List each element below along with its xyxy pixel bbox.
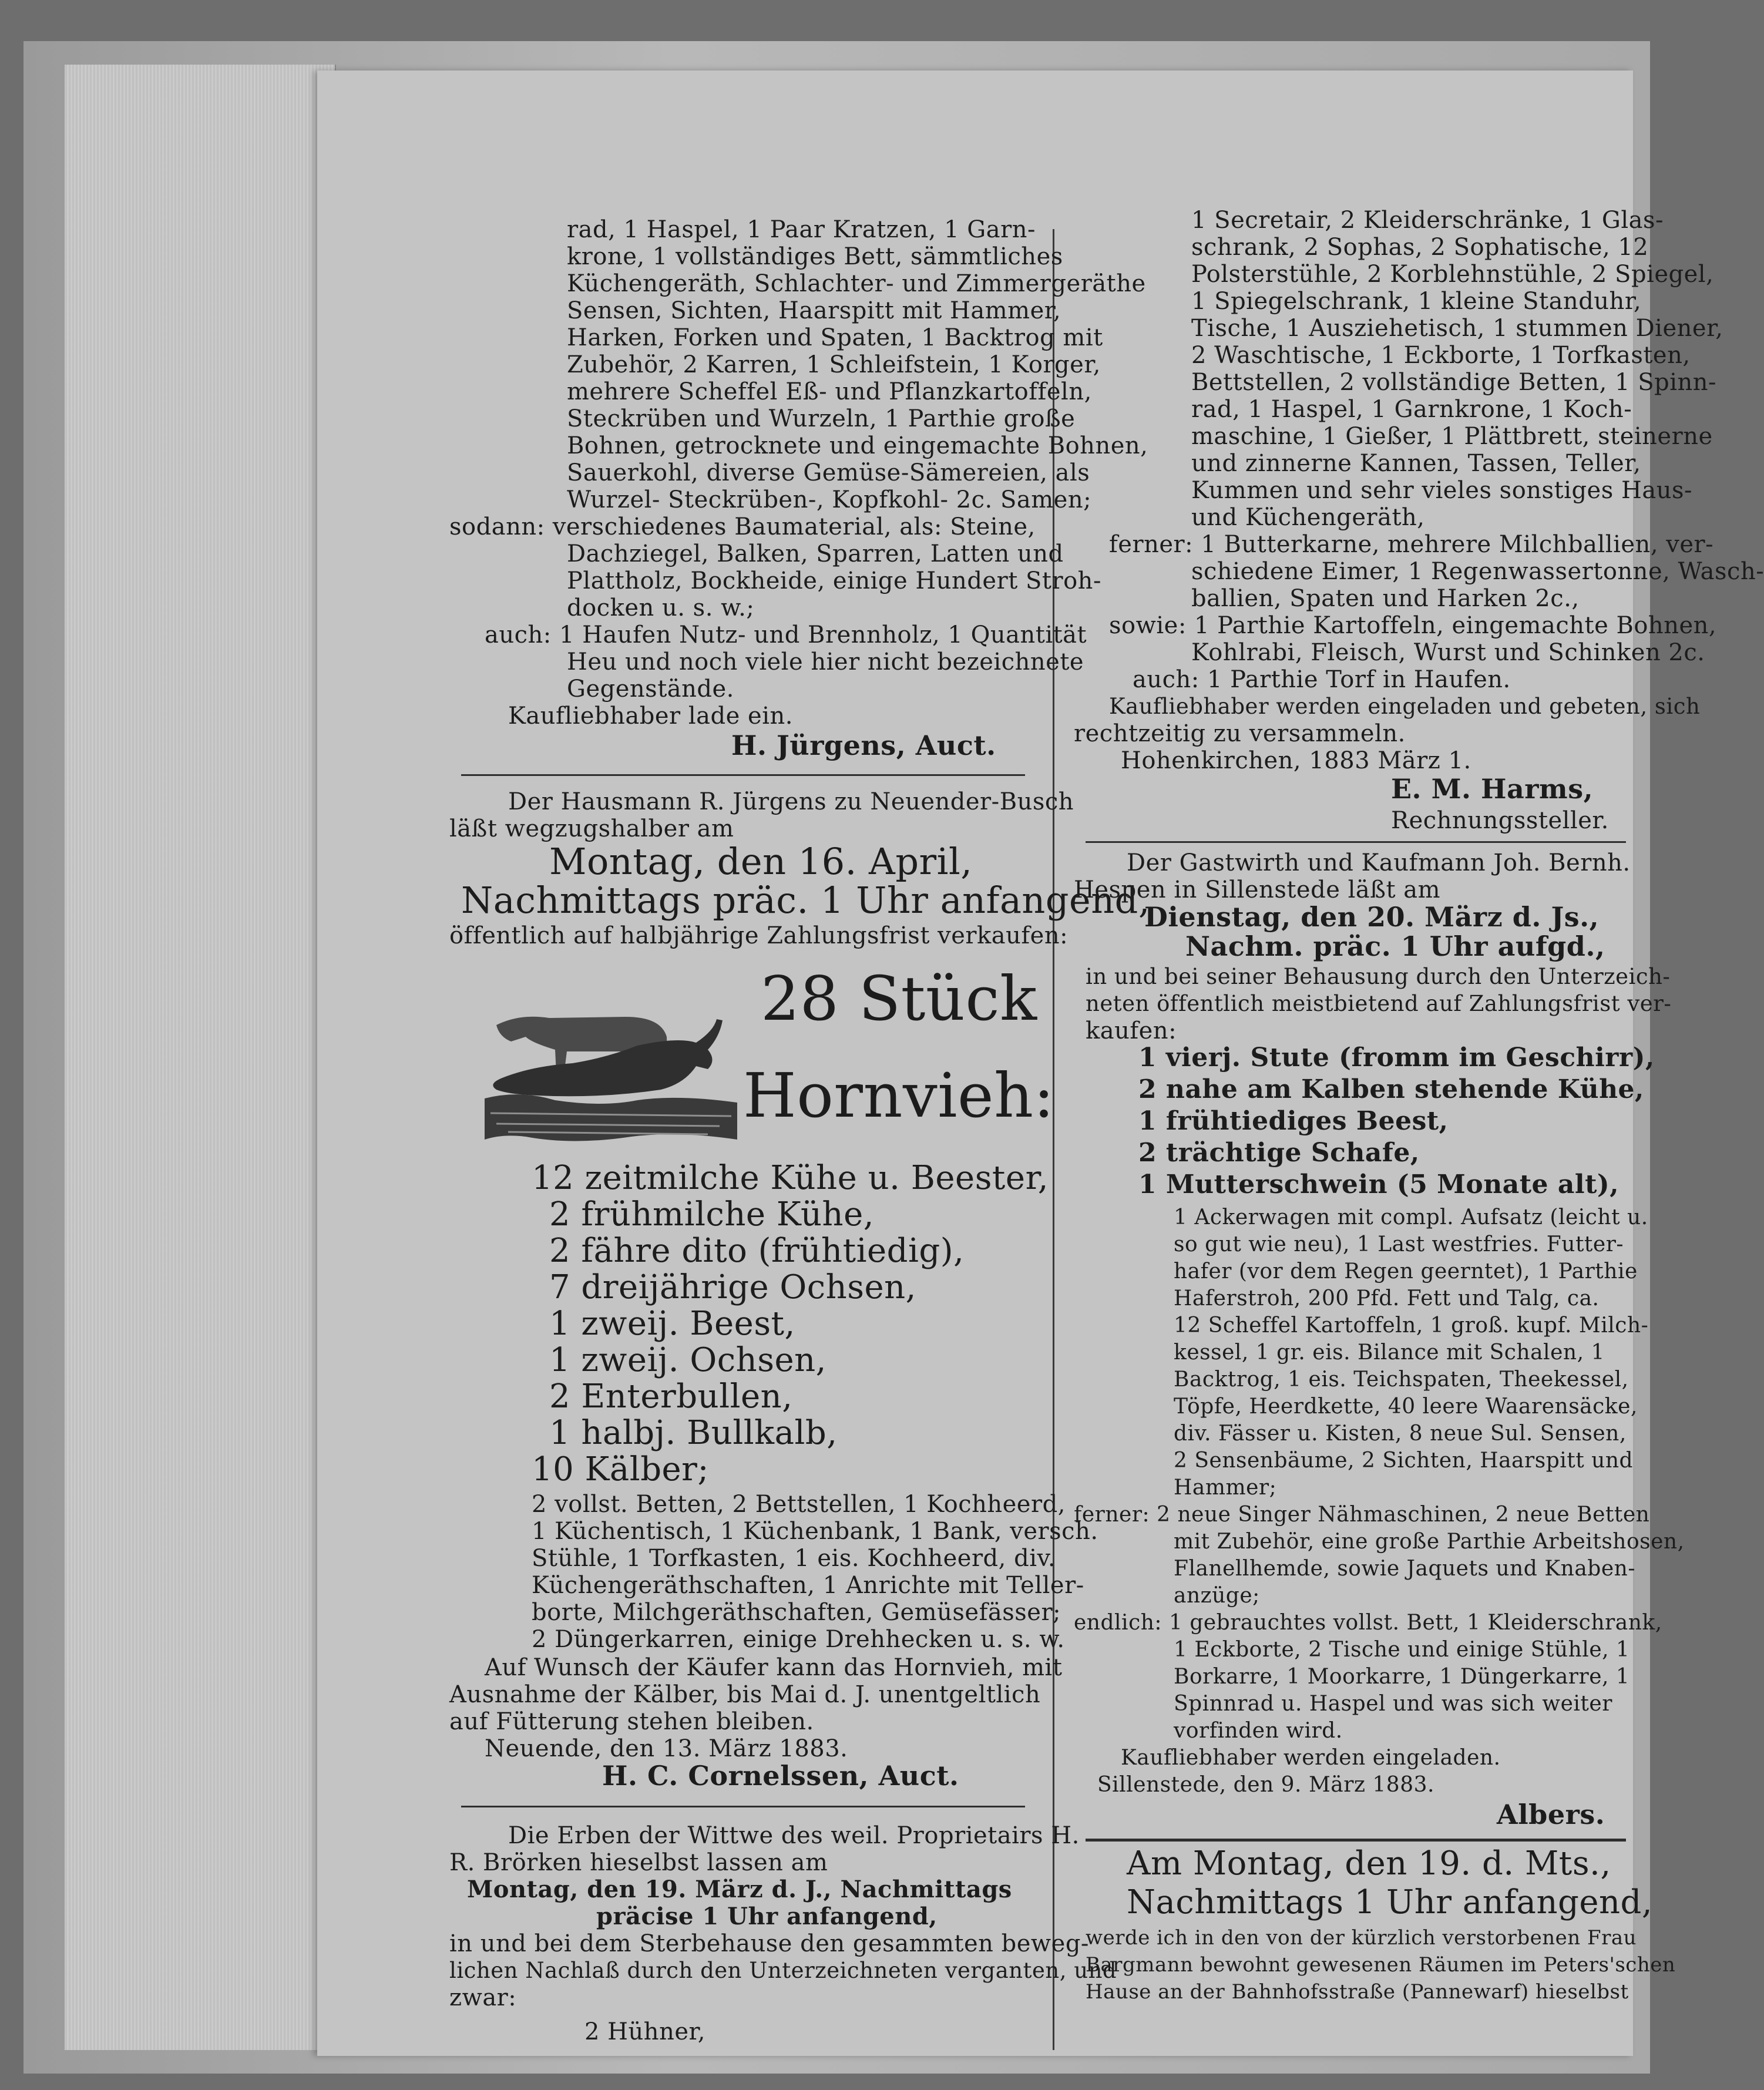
- text-line: Flanellhemde, sowie Jaquets und Knaben-: [1174, 1557, 1635, 1581]
- livestock-item: 2 trächtige Schafe,: [1138, 1138, 1420, 1168]
- livestock-item: 2 nahe am Kalben stehende Kühe,: [1138, 1074, 1644, 1104]
- text-line: Tische, 1 Ausziehetisch, 1 stummen Diener,: [1191, 315, 1723, 342]
- text-line: werde ich in den von der kürzlich verstorbenen Frau: [1086, 1926, 1637, 1950]
- text-line: Kaufliebhaber lade ein.: [508, 703, 793, 730]
- text-line: Küchengeräth, Schlachter- und Zimmergeräthe: [567, 270, 1146, 297]
- text-line: kaufen:: [1086, 1017, 1177, 1044]
- text-line: Kaufliebhaber werden eingeladen und gebeten, sich: [1109, 694, 1701, 719]
- text-line: 2 Waschtische, 1 Eckborte, 1 Torfkasten,: [1191, 342, 1691, 369]
- separator-rule: [1086, 841, 1626, 843]
- text-line: Hammer;: [1174, 1476, 1277, 1500]
- text-line: Bettstellen, 2 vollständige Betten, 1 Spinn-: [1191, 369, 1717, 396]
- signature-title: Rechnungssteller.: [1391, 807, 1609, 834]
- newspaper-page: [317, 70, 1764, 2056]
- heading-28-stueck: 28 Stück: [761, 963, 1037, 1034]
- text-line: hafer (vor dem Regen geerntet), 1 Parthie: [1174, 1259, 1638, 1283]
- text-line: kessel, 1 gr. eis. Bilance mit Schalen, 1: [1174, 1340, 1605, 1365]
- livestock-item: 10 Kälber;: [532, 1450, 709, 1488]
- text-line: Dachziegel, Balken, Sparren, Latten und: [567, 540, 1064, 567]
- text-line: Stühle, 1 Torfkasten, 1 eis. Kochheerd, div.: [532, 1545, 1056, 1572]
- text-line: 1 Ackerwagen mit compl. Aufsatz (leicht u.: [1174, 1205, 1648, 1229]
- text-line: Heu und noch viele hier nicht bezeichnete: [567, 648, 1084, 676]
- text-line: Bargmann bewohnt gewesenen Räumen im Peters'schen: [1086, 1953, 1676, 1977]
- text-line: läßt wegzugshalber am: [449, 815, 734, 842]
- auction-time: präcise 1 Uhr anfangend,: [596, 1903, 938, 1930]
- text-line: 2 Düngerkarren, einige Drehhecken u. s. w.: [532, 1626, 1065, 1653]
- text-line: in und bei seiner Behausung durch den Unterzeich-: [1086, 964, 1671, 989]
- separator-rule: [461, 774, 1025, 776]
- separator-rule: [1086, 1839, 1626, 1842]
- livestock-item: 2 Enterbullen,: [549, 1377, 793, 1416]
- livestock-item: 2 frühmilche Kühe,: [549, 1195, 875, 1234]
- text-line: in und bei dem Sterbehause den gesammten beweg-: [449, 1930, 1089, 1957]
- signature: H. Jürgens, Auct.: [731, 730, 996, 761]
- livestock-item: 1 vierj. Stute (fromm im Geschirr),: [1138, 1043, 1655, 1073]
- text-line: Die Erben der Wittwe des weil. Proprietairs H.: [508, 1822, 1080, 1849]
- text-line: sodann: verschiedenes Baumaterial, als: Steine,: [449, 513, 1036, 540]
- text-line: 2 vollst. Betten, 2 Bettstellen, 1 Kochheerd,: [532, 1491, 1066, 1518]
- text-line: neten öffentlich meistbietend auf Zahlungsfrist ver-: [1086, 991, 1672, 1016]
- text-line: rad, 1 Haspel, 1 Paar Kratzen, 1 Garn-: [567, 216, 1036, 243]
- auction-time: Nachm. präc. 1 Uhr aufgd.,: [1185, 930, 1605, 962]
- text-line: Spinnrad u. Haspel und was sich weiter: [1174, 1692, 1612, 1716]
- text-line: Wurzel- Steckrüben-, Kopfkohl- 2c. Samen;: [567, 486, 1092, 513]
- auction-date: Montag, den 19. März d. J., Nachmittags: [467, 1876, 1012, 1903]
- text-line: rad, 1 Haspel, 1 Garnkrone, 1 Koch-: [1191, 396, 1632, 423]
- text-line: schrank, 2 Sophas, 2 Sophatische, 12: [1191, 234, 1649, 261]
- text-line: ferner: 2 neue Singer Nähmaschinen, 2 neue Betten: [1074, 1503, 1650, 1527]
- text-line: mehrere Scheffel Eß- und Pflanzkartoffeln,: [567, 378, 1092, 405]
- text-line: lichen Nachlaß durch den Unterzeichneten verganten, und: [449, 1958, 1117, 1983]
- text-line: 1 Küchentisch, 1 Küchenbank, 1 Bank, versch.: [532, 1518, 1098, 1545]
- date-line: Neuende, den 13. März 1883.: [485, 1735, 848, 1762]
- text-line: Borkarre, 1 Moorkarre, 1 Düngerkarre, 1: [1174, 1665, 1630, 1689]
- text-line: 2 Hühner,: [584, 2018, 705, 2045]
- livestock-item: 7 dreijährige Ochsen,: [549, 1268, 916, 1306]
- auction-time: Nachmittags 1 Uhr anfangend,: [1127, 1883, 1653, 1921]
- text-line: sowie: 1 Parthie Kartoffeln, eingemachte Bohnen,: [1109, 612, 1717, 639]
- text-line: auf Fütterung stehen bleiben.: [449, 1708, 814, 1735]
- text-line: 12 Scheffel Kartoffeln, 1 groß. kupf. Milch-: [1174, 1313, 1649, 1338]
- livestock-item: 12 zeitmilche Kühe u. Beester,: [532, 1159, 1049, 1197]
- text-line: Plattholz, Bockheide, einige Hundert Stroh-: [567, 567, 1101, 594]
- text-line: 1 Spiegelschrank, 1 kleine Standuhr,: [1191, 288, 1642, 315]
- text-line: Kaufliebhaber werden eingeladen.: [1121, 1746, 1501, 1770]
- text-line: Backtrog, 1 eis. Teichspaten, Theekessel,: [1174, 1367, 1629, 1392]
- text-line: docken u. s. w.;: [567, 594, 755, 621]
- text-line: Der Hausmann R. Jürgens zu Neuender-Busch: [508, 788, 1074, 815]
- text-line: Küchengeräthschaften, 1 Anrichte mit Teller-: [532, 1572, 1084, 1599]
- livestock-item: 1 zweij. Beest,: [549, 1305, 795, 1343]
- text-line: vorfinden wird.: [1174, 1719, 1343, 1743]
- text-line: auch: 1 Parthie Torf in Haufen.: [1133, 666, 1511, 693]
- text-line: 2 Sensenbäume, 2 Sichten, Haarspitt und: [1174, 1449, 1634, 1473]
- text-line: Sensen, Sichten, Haarspitt mit Hammer,: [567, 297, 1061, 324]
- text-line: zwar:: [449, 1984, 517, 2011]
- text-line: und zinnerne Kannen, Tassen, Teller,: [1191, 450, 1641, 477]
- text-line: Zubehör, 2 Karren, 1 Schleifstein, 1 Korger,: [567, 351, 1101, 378]
- text-line: Sauerkohl, diverse Gemüse-Sämereien, als: [567, 459, 1090, 486]
- date-line: Sillenstede, den 9. März 1883.: [1097, 1773, 1434, 1797]
- cattle-illustration: [485, 996, 737, 1145]
- livestock-item: 1 frühtiediges Beest,: [1138, 1106, 1449, 1136]
- text-line: Hause an der Bahnhofsstraße (Pannewarf) hieselbst: [1086, 1980, 1629, 2004]
- date-line: Hohenkirchen, 1883 März 1.: [1121, 747, 1471, 774]
- text-line: Ausnahme der Kälber, bis Mai d. J. unentgeltlich: [449, 1681, 1041, 1708]
- text-line: ballien, Spaten und Harken 2c.,: [1191, 585, 1580, 612]
- text-line: rechtzeitig zu versammeln.: [1074, 720, 1406, 747]
- auction-date: Montag, den 16. April,: [549, 840, 973, 883]
- text-line: maschine, 1 Gießer, 1 Plättbrett, steinerne: [1191, 423, 1713, 450]
- text-line: öffentlich auf halbjährige Zahlungsfrist verkaufen:: [449, 922, 1069, 949]
- text-line: 1 Secretair, 2 Kleiderschränke, 1 Glas-: [1191, 207, 1664, 234]
- text-line: 1 Eckborte, 2 Tische und einige Stühle, 1: [1174, 1638, 1630, 1662]
- text-line: Haferstroh, 200 Pfd. Fett und Talg, ca.: [1174, 1286, 1600, 1311]
- livestock-item: 1 zweij. Ochsen,: [549, 1341, 826, 1379]
- separator-rule: [461, 1806, 1025, 1807]
- text-line: Harken, Forken und Spaten, 1 Backtrog mit: [567, 324, 1103, 351]
- text-line: mit Zubehör, eine große Parthie Arbeitshosen,: [1174, 1530, 1685, 1554]
- text-line: Kohlrabi, Fleisch, Wurst und Schinken 2c.: [1191, 639, 1705, 666]
- signature: H. C. Cornelssen, Auct.: [602, 1760, 959, 1792]
- signature: Albers.: [1497, 1799, 1605, 1830]
- text-line: R. Brörken hieselbst lassen am: [449, 1849, 828, 1876]
- text-line: krone, 1 vollständiges Bett, sämmtliches: [567, 243, 1063, 270]
- text-line: Töpfe, Heerdkette, 40 leere Waarensäcke,: [1174, 1395, 1638, 1419]
- text-line: Gegenstände.: [567, 676, 734, 703]
- text-line: anzüge;: [1174, 1584, 1260, 1608]
- auction-date: Am Montag, den 19. d. Mts.,: [1127, 1844, 1611, 1883]
- auction-time: Nachmittags präc. 1 Uhr anfangend,: [461, 879, 1151, 922]
- text-line: Bohnen, getrocknete und eingemachte Bohnen,: [567, 432, 1148, 459]
- text-line: endlich: 1 gebrauchtes vollst. Bett, 1 Kleiderschrank,: [1074, 1611, 1662, 1635]
- text-line: Hespen in Sillenstede läßt am: [1074, 876, 1441, 903]
- livestock-item: 1 Mutterschwein (5 Monate alt),: [1138, 1170, 1619, 1199]
- book-page-edges: [65, 65, 336, 2050]
- text-line: auch: 1 Haufen Nutz- und Brennholz, 1 Quantität: [485, 621, 1087, 648]
- livestock-item: 1 halbj. Bullkalb,: [549, 1414, 838, 1452]
- heading-hornvieh: Hornvieh:: [743, 1060, 1055, 1131]
- signature: E. M. Harms,: [1391, 773, 1594, 805]
- text-line: ferner: 1 Butterkarne, mehrere Milchballien, ver-: [1109, 531, 1714, 558]
- text-line: borte, Milchgeräthschaften, Gemüsefässer;: [532, 1599, 1061, 1626]
- text-line: Der Gastwirth und Kaufmann Joh. Bernh.: [1127, 849, 1631, 876]
- text-line: Kummen und sehr vieles sonstiges Haus-: [1191, 477, 1693, 504]
- text-line: so gut wie neu), 1 Last westfries. Futter-: [1174, 1232, 1624, 1256]
- text-line: div. Fässer u. Kisten, 8 neue Sul. Sensen,: [1174, 1422, 1627, 1446]
- text-line: schiedene Eimer, 1 Regenwassertonne, Wasch-: [1191, 558, 1764, 585]
- text-line: Steckrüben und Wurzeln, 1 Parthie große: [567, 405, 1076, 432]
- livestock-item: 2 fähre dito (frühtiedig),: [549, 1232, 965, 1270]
- auction-date: Dienstag, den 20. März d. Js.,: [1144, 901, 1600, 933]
- text-line: Polsterstühle, 2 Korblehnstühle, 2 Spiegel,: [1191, 261, 1714, 288]
- text-line: Auf Wunsch der Käufer kann das Hornvieh, mit: [485, 1654, 1063, 1681]
- text-line: und Küchengeräth,: [1191, 504, 1425, 531]
